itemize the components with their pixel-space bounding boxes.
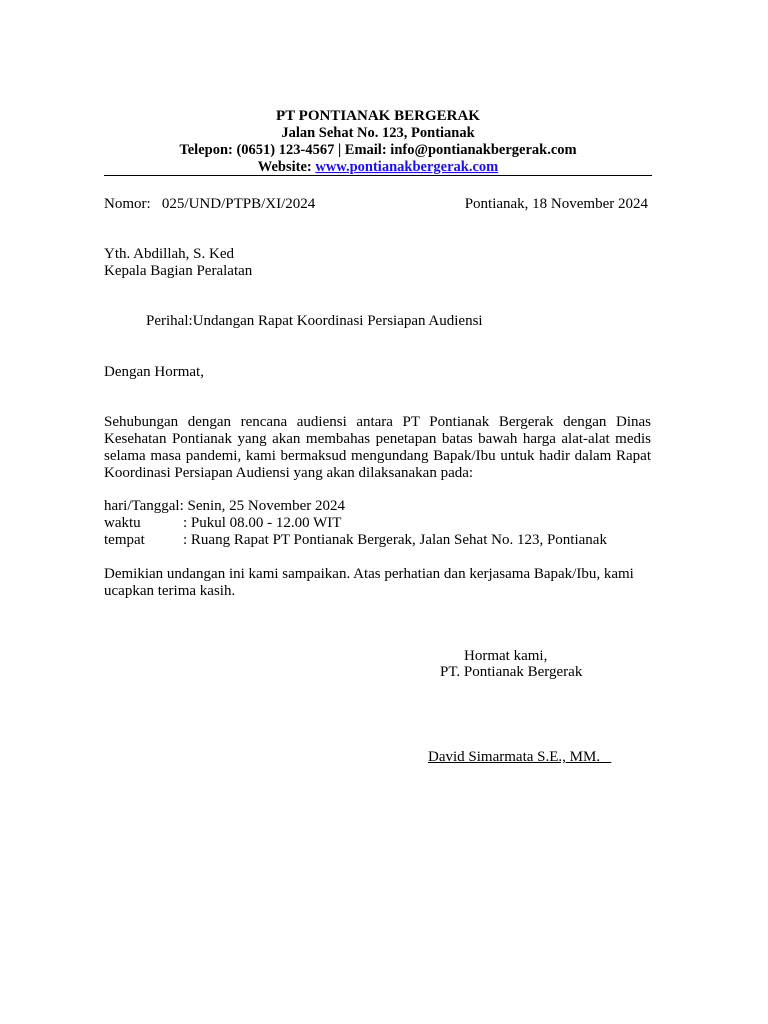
detail-value: : Senin, 25 November 2024	[179, 498, 345, 514]
detail-row-date	[104, 498, 345, 515]
company-contact: Telepon: (0651) 123-4567 | Email: info@pontianakbergerak.com	[179, 142, 577, 158]
detail-label: hari/Tanggal	[104, 498, 180, 514]
detail-row-place	[104, 532, 607, 549]
signature-company: PT. Pontianak Bergerak	[440, 664, 583, 680]
detail-value: : Pukul 08.00 - 12.00 WIT	[183, 515, 342, 531]
letter-date: Pontianak, 18 November 2024	[464, 196, 648, 212]
signature-salutation: Hormat kami,	[464, 648, 548, 664]
letter-number: Nomor: 025/UND/PTPB/XI/2024	[104, 196, 316, 212]
recipient-name: Yth. Abdillah, S. Ked	[104, 246, 234, 262]
detail-label: waktu	[104, 515, 141, 531]
signatory-name: David Simarmata S.E., MM.	[428, 749, 612, 765]
greeting: Dengan Hormat,	[104, 364, 204, 380]
website-label: Website:	[257, 159, 316, 175]
company-address: Jalan Sehat No. 123, Pontianak	[281, 125, 475, 141]
recipient-title: Kepala Bagian Peralatan	[104, 263, 253, 279]
letterhead	[104, 108, 652, 176]
company-name: PT PONTIANAK BERGERAK	[276, 108, 480, 124]
closing-paragraph: Demikian undangan ini kami sampaikan. Atas perhatian dan kerjasama Bapak/Ibu, kami ucapkan terima kasih.	[104, 566, 634, 599]
detail-value: : Ruang Rapat PT Pontianak Bergerak, Jalan Sehat No. 123, Pontianak	[183, 532, 607, 548]
body-paragraph: Sehubungan dengan rencana audiensi antara PT Pontianak Bergerak dengan Dinas Kesehatan Pontianak yang akan membahas penetapan batas bawah harga alat-alat medis selama masa pandemi, kami bermaksud mengundang Bapak/Ibu untuk hadir dalam Rapat Koordinasi Persiapan Audiensi yang akan dilaksanakan pada:	[104, 414, 651, 481]
detail-label: tempat	[104, 532, 145, 548]
letterhead-divider	[104, 175, 652, 176]
detail-row-time	[104, 515, 341, 532]
website-link[interactable]: www.pontianakbergerak.com	[315, 159, 499, 175]
letter-subject: Perihal:Undangan Rapat Koordinasi Persiapan Audiensi	[146, 313, 483, 329]
company-website	[104, 159, 652, 176]
